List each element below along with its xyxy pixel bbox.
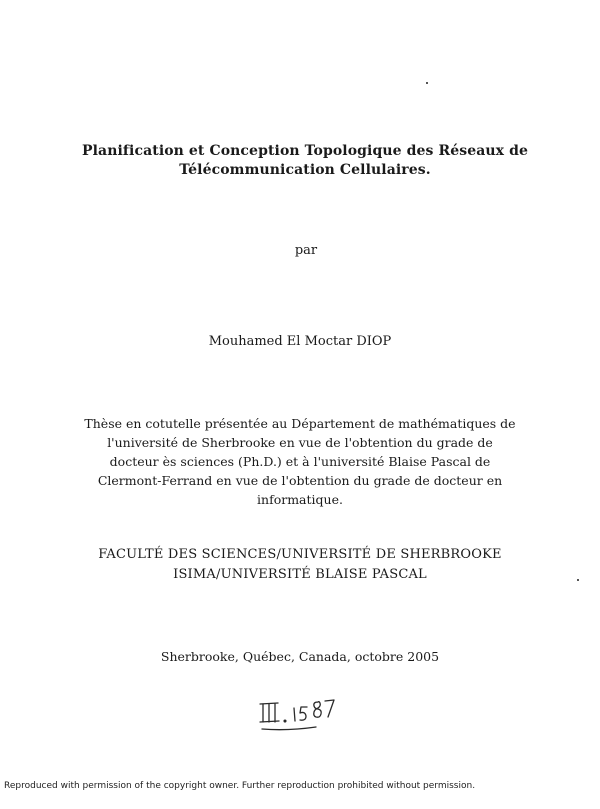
institution-block	[60, 545, 540, 585]
thesis-statement: Thèse en cotutelle présentée au Département de mathématiques de l'université de Sherbrooke en vue de l'obtention du grade de docteur ès sciences (Ph.D.) et à l'université Blaise Pascal de Clermont-Ferrand en vue de l'obtention du grade de docteur en informatique.	[84, 416, 516, 507]
institution-line-2: ISIMA/UNIVERSITÉ BLAISE PASCAL	[173, 567, 427, 582]
author-name: Mouhamed El Moctar DIOP	[208, 334, 392, 349]
location-date: Sherbrooke, Québec, Canada, octobre 2005	[160, 649, 440, 664]
thesis-title	[60, 142, 550, 180]
scan-speck	[577, 579, 579, 581]
handwritten-call-number	[258, 690, 348, 735]
scan-speck	[426, 82, 428, 84]
by-label: par	[294, 243, 318, 258]
title-line-2: Télécommunication Cellulaires.	[179, 162, 431, 178]
title-line-1: Planification et Conception Topologique des Réseaux de	[82, 143, 528, 159]
copyright-footer: Reproduced with permission of the copyright owner. Further reproduction prohibited without permission.	[4, 781, 476, 791]
institution-line-1: FACULTÉ DES SCIENCES/UNIVERSITÉ DE SHERBROOKE	[98, 547, 502, 562]
